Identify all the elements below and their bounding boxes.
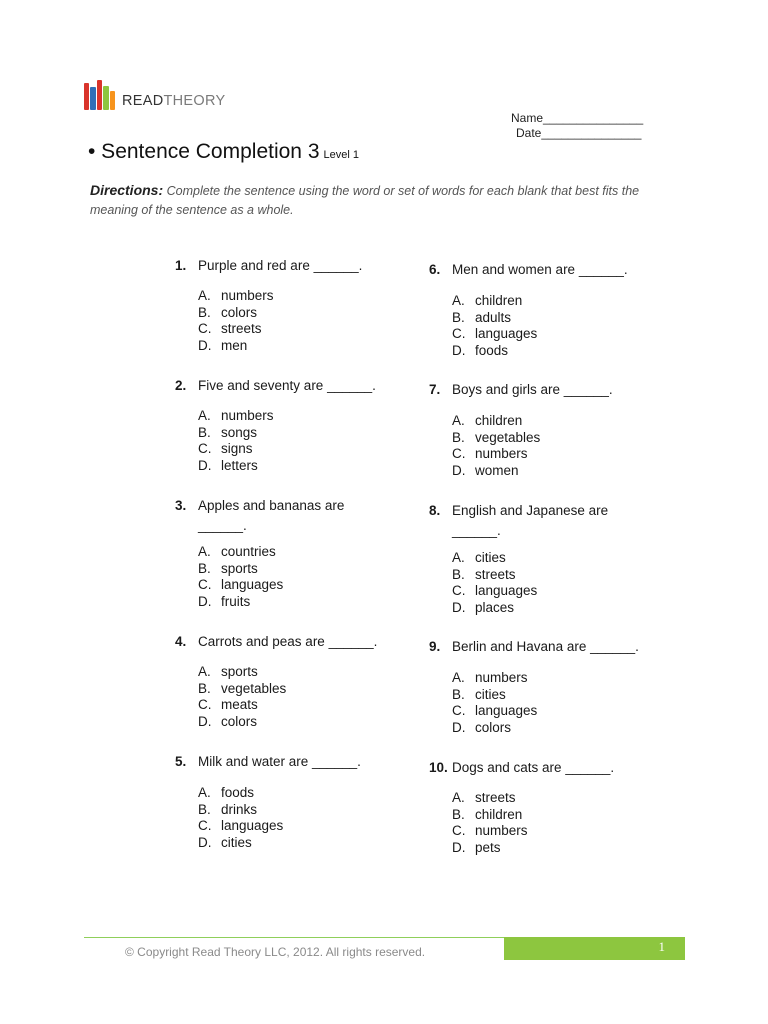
question-number: 8. [429, 503, 441, 518]
answer-option: A. cities [452, 550, 506, 565]
directions-text: Complete the sentence using the word or set of words for each blank that best fits the meaning of the sentence as a whole. [90, 184, 640, 217]
answer-option: B. children [452, 806, 523, 822]
question-1 [175, 256, 390, 354]
level-label: Level 1 [323, 149, 359, 161]
red-book-icon [84, 83, 89, 110]
answer-option: D. places [452, 599, 515, 615]
brand-name [122, 93, 225, 109]
title-text: • Sentence Completion 3 [88, 140, 320, 163]
question-stem: Carrots and peas are ______. [198, 634, 378, 649]
answer-option: C. meats [198, 697, 258, 712]
question-number: 3. [175, 498, 187, 513]
directions-label: Directions: [90, 182, 164, 198]
directions [90, 181, 660, 220]
question-9 [429, 637, 644, 736]
answer-option: C. languages [452, 703, 538, 718]
question-stem: Men and women are ______. [452, 262, 628, 277]
answer-option: B. vegetables [452, 429, 541, 445]
answer-option: B. drinks [198, 801, 258, 817]
brand-read: READ [122, 93, 164, 109]
answer-option: C. streets [198, 321, 262, 336]
answer-option: D. women [452, 462, 519, 478]
question-stem: Berlin and Havana are ______. [452, 639, 639, 654]
question-number: 6. [429, 262, 441, 277]
question-stem: English and Japanese are ______. [452, 503, 609, 538]
date-field: Date_______________ [516, 126, 642, 140]
answer-option: C. numbers [452, 823, 528, 838]
answer-option: A. numbers [452, 670, 528, 685]
question-2 [175, 376, 390, 474]
question-stem: Apples and bananas are ______. [198, 498, 345, 533]
answer-option: D. fruits [198, 593, 251, 609]
question-number: 9. [429, 639, 441, 654]
answer-option: D. cities [198, 834, 252, 850]
answer-option: B. songs [198, 424, 258, 440]
answer-option: C. languages [198, 577, 284, 592]
answer-option: D. letters [198, 457, 258, 473]
question-10 [429, 758, 644, 856]
question-number: 7. [429, 382, 441, 397]
answer-option: A. children [452, 413, 523, 428]
question-number: 4. [175, 634, 187, 649]
answer-option: A. countries [198, 544, 276, 559]
answer-option: A. sports [198, 664, 258, 679]
question-number: 1. [175, 258, 187, 273]
footer-divider [84, 937, 504, 938]
green-book-icon [103, 86, 109, 110]
answer-option: C. numbers [452, 446, 528, 461]
question-stem: Boys and girls are ______. [452, 382, 613, 397]
answer-option: A. foods [198, 785, 255, 800]
answer-option: B. cities [452, 686, 506, 702]
answer-option: C. languages [198, 818, 284, 833]
answer-option: C. languages [452, 326, 538, 341]
blue-book-icon [90, 87, 96, 110]
answer-option: B. streets [452, 566, 516, 582]
orange-book-icon [110, 91, 115, 110]
answer-option: A. numbers [198, 288, 274, 303]
red-book-icon [97, 80, 102, 110]
answer-option: C. signs [198, 441, 253, 456]
question-stem: Five and seventy are ______. [198, 378, 376, 393]
answer-option: B. adults [452, 309, 512, 325]
answer-option: B. colors [198, 304, 258, 320]
answer-option: D. men [198, 337, 248, 353]
answer-option: A. numbers [198, 408, 274, 423]
page-number-box [504, 937, 685, 960]
question-8 [429, 501, 639, 616]
answer-option: D. colors [452, 719, 512, 735]
brand-theory: THEORY [163, 93, 226, 109]
question-number: 2. [175, 378, 187, 393]
question-stem: Milk and water are ______. [198, 754, 361, 769]
question-stem: Dogs and cats are ______. [452, 760, 615, 775]
answer-option: D. pets [452, 839, 501, 855]
answer-option: A. children [452, 293, 523, 308]
question-7 [429, 380, 644, 479]
question-5 [175, 752, 390, 851]
page-title [88, 140, 359, 164]
question-stem: Purple and red are ______. [198, 258, 363, 273]
question-number: 10. [429, 760, 448, 775]
answer-option: A. streets [452, 790, 516, 805]
question-3 [175, 496, 375, 610]
page-number: 1 [658, 939, 665, 954]
answer-option: B. vegetables [198, 680, 287, 696]
copyright-text: © Copyright Read Theory LLC, 2012. All rights reserved. [125, 945, 426, 959]
answer-option: B. sports [198, 560, 258, 576]
question-6 [429, 260, 644, 359]
books-logo-icon [84, 80, 116, 110]
question-4 [175, 632, 390, 730]
name-field: Name_______________ [511, 111, 644, 125]
answer-option: D. colors [198, 713, 258, 729]
answer-option: D. foods [452, 342, 509, 358]
question-number: 5. [175, 754, 187, 769]
readtheory-logo [84, 80, 225, 110]
answer-option: C. languages [452, 583, 538, 598]
